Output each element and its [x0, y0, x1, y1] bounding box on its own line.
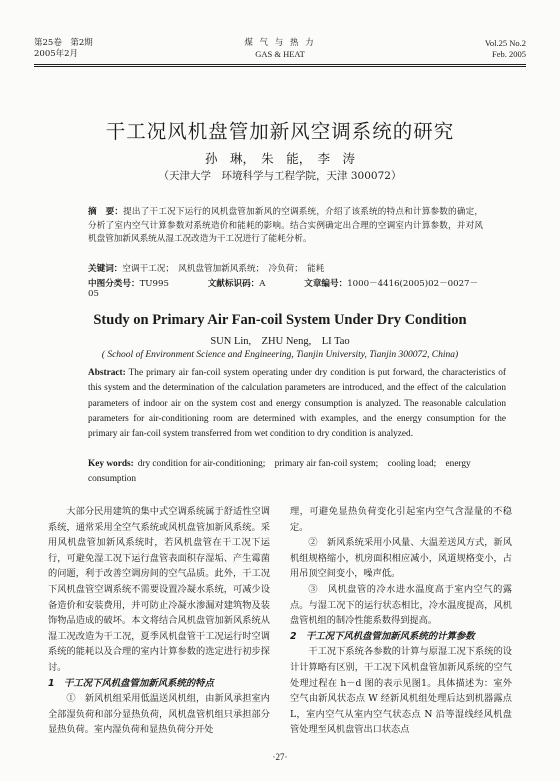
section-1-heading: 1 干工况下风机盘管加新风系统的特点	[48, 677, 214, 689]
abstract-en	[88, 366, 506, 442]
date-cn: 2005年2月	[34, 49, 79, 59]
issue-cn: 第25卷 第2期	[34, 38, 93, 48]
clc-label: 中图分类号：	[88, 279, 140, 289]
section-2-heading: 2 干工况下风机盘管加新风系统的计算参数	[290, 630, 475, 642]
abstract-cn-text: 提出了干工况下运行的风机盘管加新风的空调系统，介绍了该系统的特点和计算参数的确定，分析了室内空气计算参数对系统造价和能耗的影响。结合实例确定出合理的空调室内计算参数，并对风机盘管加新风系统从湿工况改造为干工况进行了能耗分析。	[88, 207, 483, 245]
page-number: ·27·	[272, 752, 288, 762]
running-header-center	[0, 38, 560, 60]
section-2-paragraph-1: 干工况下系统各参数的计算与原湿工况下系统的设计计算略有区别，干工况下风机盘管加新风系统的空气处理过程在 h－d 图的表示见图1。具体描述为：室外空气由新风状态点 W 经新风机组处理后达到机器露点 L，室内空气从室内空气状态点 N 沿等湿线经风机盘管处理至风机盘管出口状态点	[290, 646, 512, 736]
classification-line	[88, 277, 508, 299]
paper-title-cn: 干工况风机盘管加新风空调系统的研究	[105, 120, 455, 143]
keywords-en-text: dry condition for air-conditioning; primary air fan-coil system; cooling load; energy consumption	[88, 459, 471, 485]
journal-name-en: GAS & HEAT	[255, 49, 305, 59]
continued-paragraph: 理，可避免显热负荷变化引起室内空气含湿量的不稳定。	[290, 506, 512, 533]
keywords-cn-label: 关键词：	[88, 264, 123, 274]
article-no-label: 文章编号：	[304, 279, 348, 289]
header-rule-thin	[34, 66, 526, 67]
journal-name-cn: 煤 气 与 热 力	[244, 38, 316, 48]
volume-en: Vol.25 No.2	[484, 38, 526, 48]
abstract-en-label: Abstract:	[88, 368, 126, 378]
section-1-paragraph-1: ① 新风机组采用低温送风机组，由新风承担室内全部湿负荷和部分显热负荷，风机盘管机组只承担部分显热负荷。室内湿负荷和显热负荷分开处	[48, 693, 270, 736]
article-no-value: 1000－4416(2005)02－0027－05	[88, 279, 479, 299]
affiliation-cn: （天津大学 环境科学与工程学院，天津 300072）	[158, 170, 402, 182]
keywords-cn	[88, 262, 488, 274]
authors-cn: 孙 琳， 朱 能， 李 涛	[204, 151, 355, 166]
running-header-right	[485, 38, 526, 60]
intro-paragraph: 大部分民用建筑的集中式空调系统属于舒适性空调系统，通常采用全空气系统或风机盘管加新风系统。采用风机盘管加新风系统时，若风机盘管在干工况下运行，可避免湿工况下运行盘管表面积存湿垢、产生霉菌的问题，利于改善空调房间的空气品质。此外，干工况下风机盘管空调系统不需要设置冷凝水系统，可减少设备造价和安装费用，并可防止冷凝水渗漏对建筑物及装饰物品造成的破坏。本文将结合风机盘管加新风系统从湿工况改造为干工况，夏季风机盘管干工况运行时空调系统的能耗以及合理的室内计算参数的选定进行初步探讨。	[48, 506, 270, 673]
authors-en: SUN Lin, ZHU Neng, LI Tao	[210, 336, 350, 347]
clc-value: TU995	[139, 279, 169, 289]
date-en: Feb. 2005	[492, 49, 526, 59]
section-1-paragraph-2: ② 新风系统采用小风量、大温差送风方式，新风机组规格缩小，机房面积相应减小，风道规格变小，占用吊顶空间变小，噪声低。	[290, 537, 512, 580]
body-column-left	[48, 504, 270, 738]
abstract-cn-label: 摘 要：	[88, 207, 124, 217]
section-1-paragraph-3: ③ 风机盘管的冷水进水温度高于室内空气的露点。与湿工况下的运行状态相比，冷水温度提高，风机盘管机组的制冷性能系数得到提高。	[290, 583, 512, 627]
keywords-cn-text: 空调干工况； 风机盘管加新风系统； 冷负荷； 能耗	[122, 264, 325, 274]
header-rule	[34, 64, 526, 65]
doc-code-value: A	[259, 279, 266, 289]
abstract-cn	[88, 206, 483, 247]
abstract-en-text: The primary air fan-coil system operating under dry condition is put forward, the characteristics of this system and the determination of the calculation parameters are introduced, and the effect of the calculation parameters of indoor air on the system cost and energy consumption is analyzed. The reasonable calculation parameters for air-conditioning room are determined with examples, and the energy consumption for the primary air fan-coil system transferred from wet condition to dry condition is analyzed.	[88, 368, 506, 440]
keywords-en	[88, 457, 506, 488]
affiliation-en: ( School of Environment Science and Engineering, Tianjin University, Tianjin 300072, China)	[101, 350, 459, 360]
body-column-right	[290, 504, 512, 738]
doc-code-label: 文献标识码：	[207, 279, 260, 289]
paper-title-en: Study on Primary Air Fan-coil System Under Dry Condition	[93, 312, 467, 328]
keywords-en-label: Key words:	[88, 459, 134, 469]
